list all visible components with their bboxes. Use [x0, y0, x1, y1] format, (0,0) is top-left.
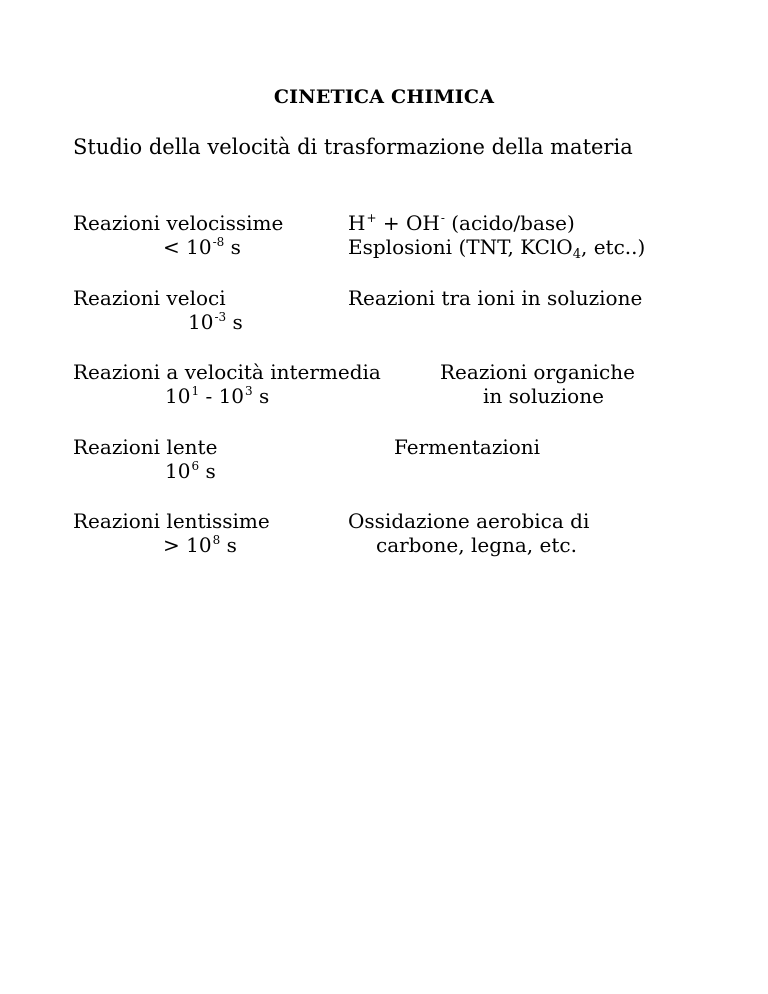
- reaction-example-veloci: Reazioni tra ioni in soluzione: [348, 286, 643, 310]
- reaction-time-velocissime: < $10^{-8}$ s: [163, 235, 241, 259]
- reaction-example-intermedia-line1: Reazioni organiche: [440, 360, 635, 384]
- reaction-name-veloci: Reazioni veloci: [73, 286, 226, 310]
- reaction-example-lentissime-line1: Ossidazione aerobica di: [348, 509, 590, 533]
- reaction-name-lente: Reazioni lente: [73, 435, 218, 459]
- page-subtitle: Studio della velocità di trasformazione della materia: [73, 135, 633, 159]
- reaction-time-lentissime: > $10^8$ s: [163, 533, 237, 557]
- reaction-example-lente: Fermentazioni: [394, 435, 541, 459]
- reaction-name-velocissime: Reazioni velocissime: [73, 211, 284, 235]
- reaction-time-lente: $10^6$ s: [165, 459, 216, 483]
- page-title: CINETICA CHIMICA: [273, 86, 495, 108]
- reaction-example-lentissime-line2: carbone, legna, etc.: [376, 533, 577, 557]
- reaction-name-lentissime: Reazioni lentissime: [73, 509, 270, 533]
- reaction-example-intermedia-line2: in soluzione: [483, 384, 604, 408]
- reaction-example-velocissime-line1: H+ + OH- (acido/base): [348, 211, 575, 235]
- reaction-time-intermedia: $10^1 - 10^3$ s: [165, 384, 270, 408]
- reaction-example-velocissime-line2: Esplosioni (TNT, KClO$_4$, etc..): [348, 235, 646, 262]
- reaction-time-veloci: $10^{-3}$ s: [188, 310, 243, 334]
- reaction-name-intermedia: Reazioni a velocità intermedia: [73, 360, 381, 384]
